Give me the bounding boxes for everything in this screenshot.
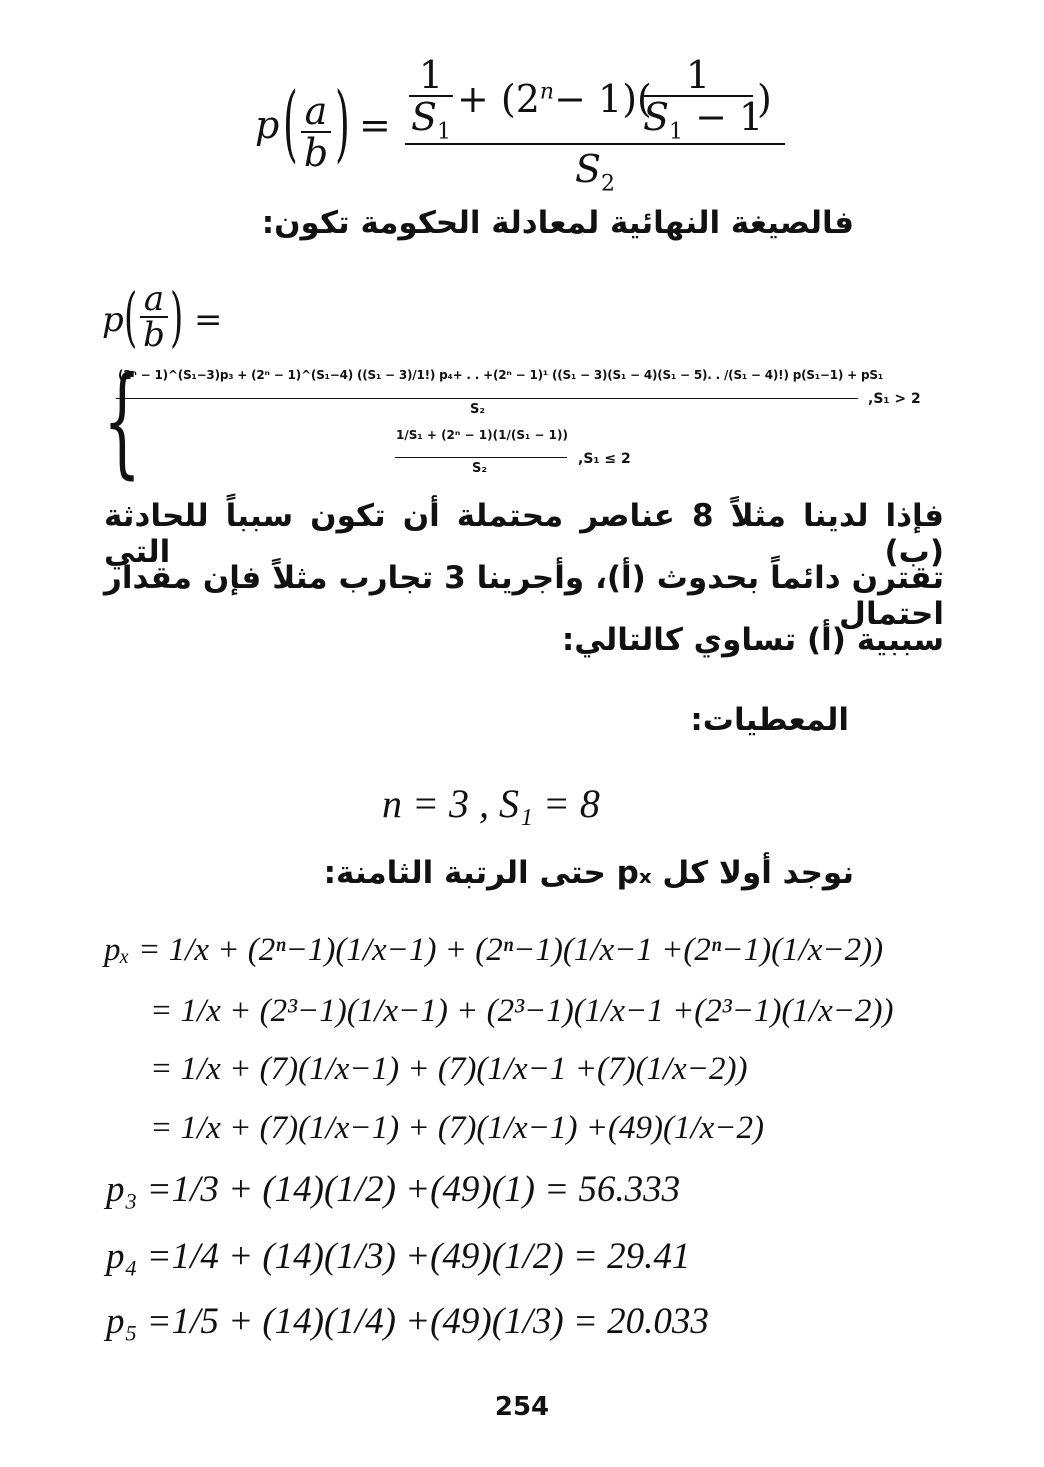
case1-denominator: S₂ bbox=[470, 402, 486, 417]
formula-denominator: $S_2$ bbox=[574, 147, 616, 197]
formula-lhs-num: a bbox=[304, 89, 328, 133]
case2-bar bbox=[395, 457, 567, 458]
case2-condition: ,S₁ ≤ 2 bbox=[578, 451, 631, 467]
formula-lhs-paren: ( bbox=[283, 74, 298, 172]
formula-lhs-p: p bbox=[255, 103, 280, 147]
formula-num-one: 1 bbox=[418, 53, 444, 97]
calc-line-p3: p₃ =1/3 + (14)(1/2) +(49)(1) = 56.333 bbox=[106, 1169, 681, 1210]
formula-num-mid: + $(2^n- 1)$( bbox=[457, 77, 652, 121]
paragraph-line-1: فإذا لدينا مثلاً 8 عناصر محتملة أن تكون سبباً للحادثة (ب) التي bbox=[104, 498, 944, 570]
formula-num-fraction bbox=[409, 55, 453, 153]
case2-denominator: S₂ bbox=[472, 461, 488, 476]
formula-num-s1: $S_1$ bbox=[409, 95, 453, 153]
case1-bar bbox=[116, 398, 858, 399]
page-number: 254 bbox=[494, 1392, 550, 1422]
case1-condition: ,S₁ > 2 bbox=[868, 391, 921, 407]
paragraph-line-2: تقترن دائماً بحدوث (أ)، وأجرينا 3 تجارب مثلاً فإن مقدار احتمال bbox=[104, 560, 944, 632]
px-line-1: pₓ = 1/x + (2ⁿ−1)(1/x−1) + (2ⁿ−1)(1/x−1 +(2ⁿ−1)(1/x−2)) bbox=[104, 932, 884, 968]
piecewise-lhs-fraction: $\frac{a}{b}$ bbox=[140, 282, 168, 352]
case2-numerator: 1/S₁ + (2ⁿ − 1)(1/(S₁ − 1)) bbox=[396, 428, 568, 442]
formula-close-paren: ) bbox=[757, 77, 772, 121]
piecewise-lhs: p ( $\frac{a}{b}$ ) = bbox=[102, 279, 223, 356]
givens-label: المعطيات: bbox=[690, 702, 849, 738]
piecewise-brace: { bbox=[103, 352, 142, 491]
calc-line-p5: p₅ =1/5 + (14)(1/4) +(49)(1/3) = 20.033 bbox=[106, 1301, 709, 1342]
formula-lhs-paren-close: ) bbox=[335, 74, 350, 172]
formula-lhs-den: b bbox=[301, 131, 331, 173]
formula-inner-fraction bbox=[643, 53, 764, 153]
calc-line-p4: p₄ =1/4 + (14)(1/3) +(49)(1/2) = 29.41 bbox=[106, 1236, 691, 1277]
formula-inner-den: $S_1 - 1$ bbox=[643, 95, 753, 153]
main-formula bbox=[255, 55, 795, 195]
paragraph-line-3: سببية (أ) تساوي كالتالي: bbox=[561, 622, 944, 658]
formula-numerator bbox=[405, 53, 785, 145]
px-line-2: = 1/x + (2³−1)(1/x−1) + (2³−1)(1/x−1 +(2³−1)(1/x−2)) bbox=[150, 993, 894, 1029]
case1-numerator: (2ⁿ − 1)^(S₁−3)p₃ + (2ⁿ − 1)^(S₁−4) ((S₁ − 3)/1!) p₄+ . . +(2ⁿ − 1)¹ ((S₁ − 3)(S₁ − 4)(S₁ − 5). . /(S₁ − 4)!) p(S₁−1) + pS₁ bbox=[118, 368, 883, 382]
px-line-4: = 1/x + (7)(1/x−1) + (7)(1/x−1) +(49)(1/x−2) bbox=[150, 1110, 765, 1146]
formula-inner-num: 1 bbox=[685, 53, 711, 97]
px-line-3: = 1/x + (7)(1/x−1) + (7)(1/x−1 +(7)(1/x−2)) bbox=[150, 1051, 748, 1087]
formula-lhs-fraction bbox=[301, 91, 331, 173]
find-px-text: نوجد أولا كل pₓ حتى الرتبة الثامنة: bbox=[323, 855, 854, 891]
final-form-text: فالصيغة النهائية لمعادلة الحكومة تكون: bbox=[261, 205, 854, 241]
formula-equals: = bbox=[359, 103, 391, 147]
givens-values: n = 3 , S₁ = 8 bbox=[382, 781, 600, 826]
